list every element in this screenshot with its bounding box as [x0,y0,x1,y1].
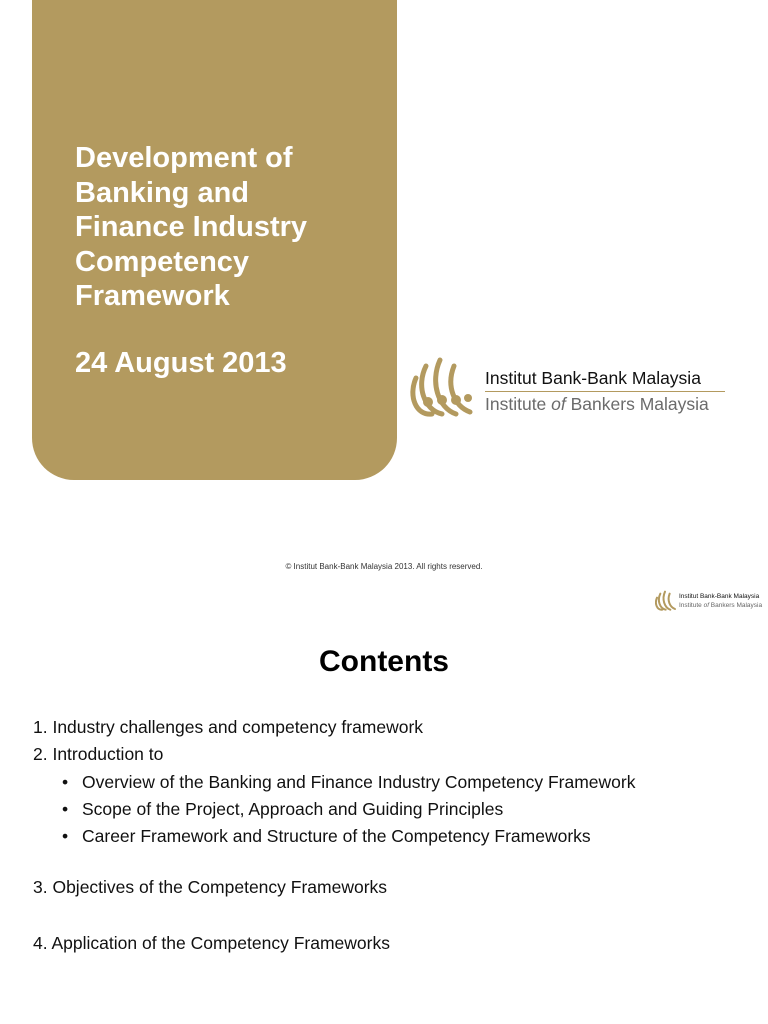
ibbm-flame-logo-icon [410,356,476,420]
title-line: Framework [75,280,230,312]
toc-item: 3. Objectives of the Competency Frameworks [33,877,388,897]
logo-name-english: Institute of Bankers Malaysia [679,602,763,609]
contents-title: Contents [319,645,449,678]
bullet: • [62,772,69,792]
logo-name-english: Institute of Bankers Malaysia [485,394,709,414]
bullet: • [62,826,69,846]
title-line: Banking and [75,176,250,209]
toc-subitem: • Career Framework and Structure of the Competency Frameworks [62,826,591,846]
toc-item: 4. Application of the Competency Frameworks [33,933,390,953]
toc-subitem: • Scope of the Project, Approach and Guiding Principles [62,799,504,819]
contents-slide [0,588,768,1024]
toc-item: 2. Introduction to [33,744,164,764]
ibbm-logo [410,356,730,420]
ibbm-logo-small [655,590,765,614]
title-line: Competency [75,245,250,278]
presentation-date: 24 August 2013 [75,347,287,379]
title-line: Finance Industry [75,211,308,243]
title-line: Development of [75,142,293,174]
logo-name-malay: Institut Bank-Bank Malaysia [679,593,760,600]
copyright-notice: © Institut Bank-Bank Malaysia 2013. All rights reserved. [285,562,483,571]
toc-item: 1. Industry challenges and competency framework [33,717,424,737]
slide-title [75,141,375,314]
logo-name-malay: Institut Bank-Bank Malaysia [485,368,701,388]
logo-divider [485,391,725,392]
bullet: • [62,799,69,819]
ibbm-flame-logo-icon [655,590,677,612]
toc-subitem: • Overview of the Banking and Finance Industry Competency Framework [62,772,636,792]
